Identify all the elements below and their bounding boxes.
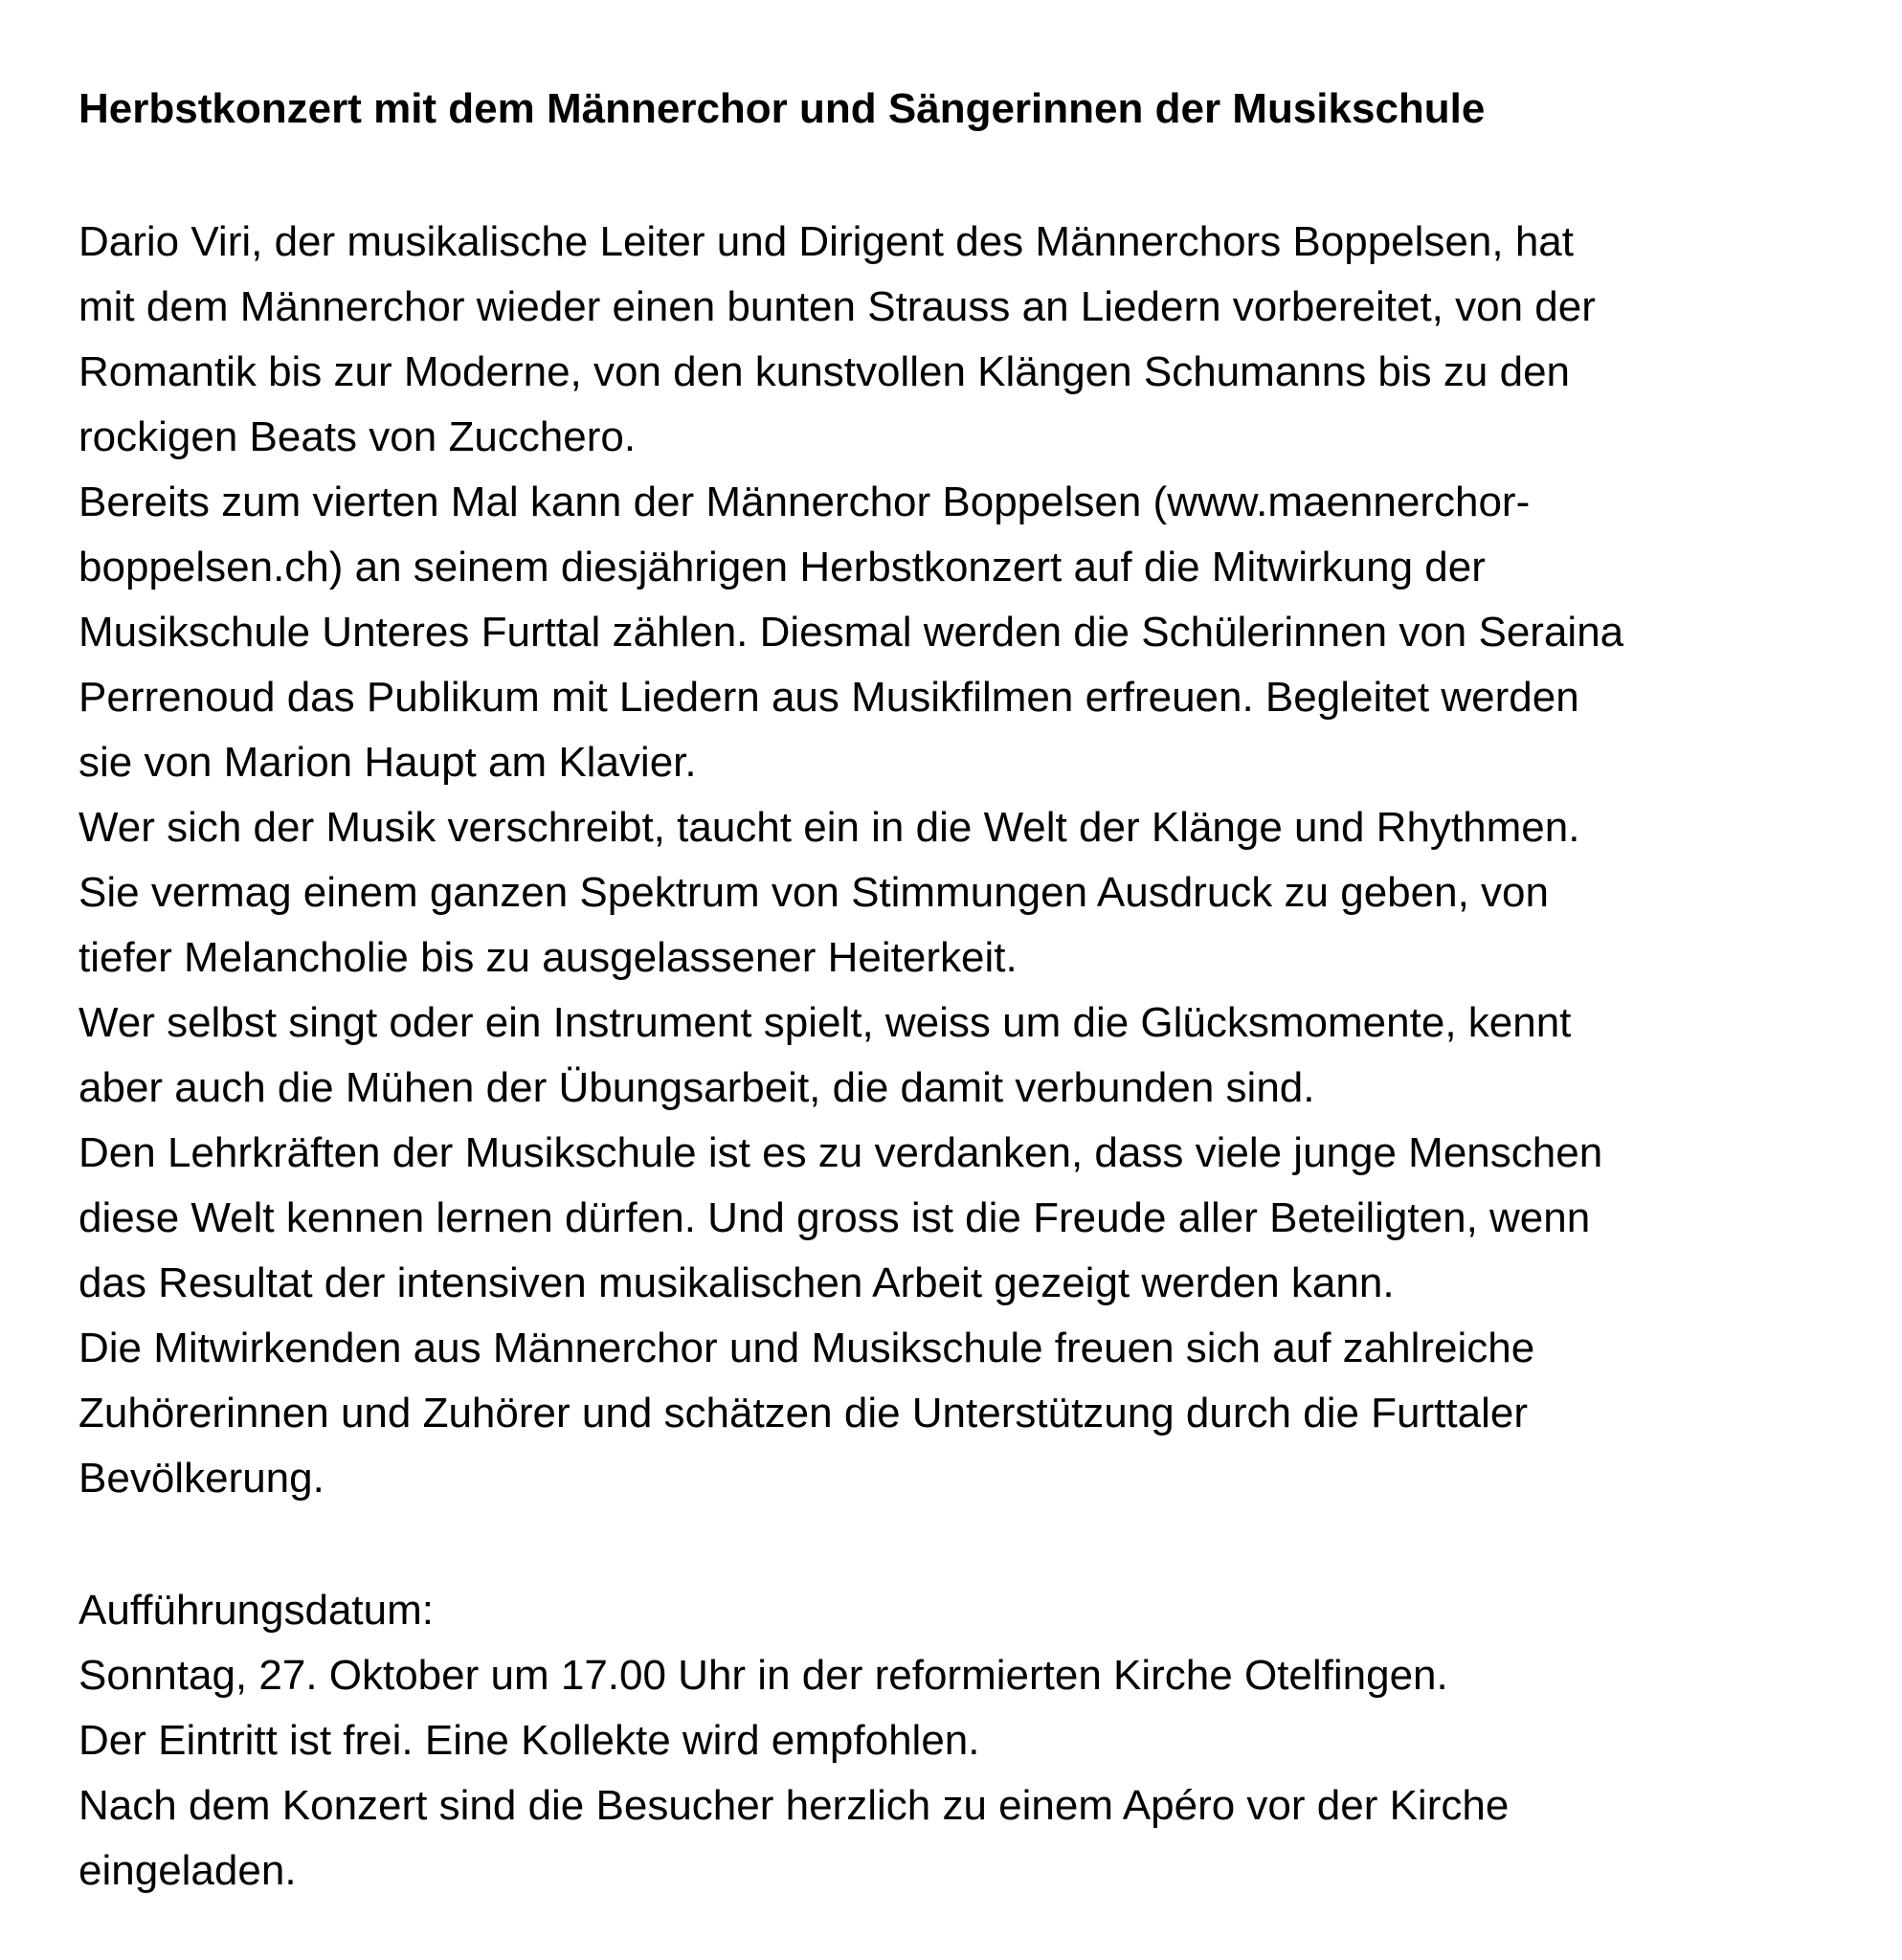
paragraph-musik xyxy=(78,795,1859,991)
text-line: Dario Viri, der musikalische Leiter und Dirigent des Männerchors Boppelsen, hat xyxy=(78,218,1574,265)
text-line: rockigen Beats von Zucchero. xyxy=(78,413,637,460)
performance-date: Sonntag, 27. Oktober um 17.00 Uhr in der reformierten Kirche Otelfingen. xyxy=(78,1652,1448,1699)
apero-info: Nach dem Konzert sind die Besucher herzlich zu einem Apéro vor der Kirche xyxy=(78,1782,1510,1829)
document-title: Herbstkonzert mit dem Männerchor und Sängerinnen der Musikschule xyxy=(78,85,1486,132)
text-line: Sie vermag einem ganzen Spektrum von Stimmungen Ausdruck zu geben, von xyxy=(78,869,1549,916)
text-line: mit dem Männerchor wieder einen bunten Strauss an Liedern vorbereitet, von der xyxy=(78,283,1596,330)
paragraph-intro xyxy=(78,210,1859,470)
text-line: Perrenoud das Publikum mit Liedern aus Musikfilmen erfreuen. Begleitet werden xyxy=(78,674,1579,721)
text-line: Bereits zum vierten Mal kann der Männerchor Boppelsen (www.maennerchor- xyxy=(78,479,1531,525)
text-line: das Resultat der intensiven musikalischen Arbeit gezeigt werden kann. xyxy=(78,1259,1395,1306)
text-line: Wer sich der Musik verschreibt, taucht ein in die Welt der Klänge und Rhythmen. xyxy=(78,804,1580,851)
spacer xyxy=(78,142,1859,210)
entry-info: Der Eintritt ist frei. Eine Kollekte wird empfohlen. xyxy=(78,1717,980,1764)
spacer xyxy=(78,1511,1859,1578)
text-line: Bevölkerung. xyxy=(78,1455,324,1502)
paragraph-instrument xyxy=(78,991,1859,1121)
paragraph-mitwirkende xyxy=(78,1316,1859,1511)
text-line: Wer selbst singt oder ein Instrument spielt, weiss um die Glücksmomente, kennt xyxy=(78,999,1572,1046)
document-page xyxy=(78,77,1859,1904)
paragraph-musikschule xyxy=(78,470,1859,795)
article-body xyxy=(78,210,1859,1904)
text-line: diese Welt kennen lernen dürfen. Und gross ist die Freude aller Beteiligten, wenn xyxy=(78,1194,1591,1241)
text-line: Musikschule Unteres Furttal zählen. Diesmal werden die Schülerinnen von Seraina xyxy=(78,609,1624,656)
text-line: Die Mitwirkenden aus Männerchor und Musikschule freuen sich auf zahlreiche xyxy=(78,1325,1535,1371)
text-line: tiefer Melancholie bis zu ausgelassener Heiterkeit. xyxy=(78,934,1018,981)
text-line: boppelsen.ch) an seinem diesjährigen Herbstkonzert auf die Mitwirkung der xyxy=(78,544,1486,590)
performance-info xyxy=(78,1578,1859,1904)
text-line: Zuhörerinnen und Zuhörer und schätzen die Unterstützung durch die Furttaler xyxy=(78,1390,1528,1437)
text-line: Romantik bis zur Moderne, von den kunstvollen Klängen Schumanns bis zu den xyxy=(78,348,1571,395)
performance-label: Aufführungsdatum: xyxy=(78,1587,434,1634)
paragraph-lehrkraefte xyxy=(78,1121,1859,1316)
text-line: Den Lehrkräften der Musikschule ist es zu verdanken, dass viele junge Menschen xyxy=(78,1129,1603,1176)
apero-info: eingeladen. xyxy=(78,1847,297,1894)
text-line: aber auch die Mühen der Übungsarbeit, die damit verbunden sind. xyxy=(78,1064,1315,1111)
text-line: sie von Marion Haupt am Klavier. xyxy=(78,739,697,786)
